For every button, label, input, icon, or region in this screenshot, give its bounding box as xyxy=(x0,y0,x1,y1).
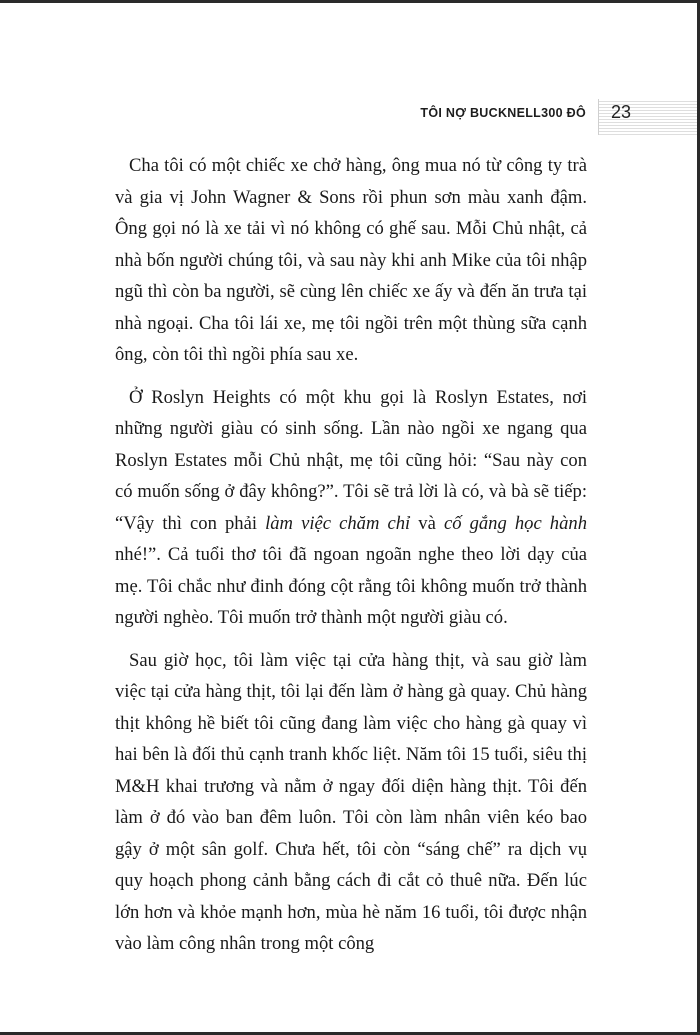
paragraph-2-part-a: Ở Roslyn Heights có một khu gọi là Roslyn Estates, nơi những người giàu có sinh sống. Lần nào ngồi xe ngang qua Roslyn Estates mỗi Chủ nhật, mẹ tôi cũng hỏi: “Sau này con có muốn sống ở đây không?”. Tôi sẽ trả lời là có, và bà sẽ tiếp: “Vậy thì con phải xyxy=(115,386,587,534)
page-header xyxy=(380,99,696,135)
paragraph-3: Sau giờ học, tôi làm việc tại cửa hàng thịt, và sau giờ làm việc tại cửa hàng thịt, tôi lại đến làm ở hàng gà quay. Chủ hàng thịt không hề biết tôi cũng đang làm việc cho hàng gà quay vì hai bên là đối thủ cạnh tranh khốc liệt. Năm tôi 15 tuổi, siêu thị M&H khai trương và nằm ở ngay đối diện hàng thịt. Tôi đến làm ở đó vào ban đêm luôn. Tôi còn làm nhân viên kéo bao gậy ở một sân golf. Chưa hết, tôi còn “sáng chế” ra dịch vụ quy hoạch phong cảnh bằng cách đi cắt cỏ thuê nữa. Đến lúc lớn hơn và khỏe mạnh hơn, mùa hè năm 16 tuổi, tôi được nhận vào làm công nhân trong một công xyxy=(115,649,587,954)
body-text xyxy=(115,150,587,960)
page-top-edge xyxy=(0,0,700,3)
italic-phrase-work-hard: làm việc chăm chỉ xyxy=(265,512,411,534)
page-number: 23 xyxy=(611,102,632,122)
paragraph-1: Cha tôi có một chiếc xe chở hàng, ông mua nó từ công ty trà và gia vị John Wagner & Sons rồi phun sơn màu xanh đậm. Ông gọi nó là xe tải vì nó không có ghế sau. Mỗi Chủ nhật, cả nhà bốn người chúng tôi, và sau này khi anh Mike của tôi nhập ngũ thì còn ba người, sẽ cùng lên chiếc xe ấy và đến ăn trưa tại nhà ngoại. Cha tôi lái xe, mẹ tôi ngồi trên một thùng sữa cạnh ông, còn tôi thì ngồi phía sau xe. xyxy=(115,155,587,365)
italic-phrase-study-hard: cố gắng học hành xyxy=(443,512,587,534)
page-number-box xyxy=(598,99,697,135)
paragraph-2-part-e: nhé!”. Cả tuổi thơ tôi đã ngoan ngoãn nghe theo lời dạy của mẹ. Tôi chắc như đinh đóng cột rằng tôi không muốn trở thành người nghèo. Tôi muốn trở thành một người giàu có. xyxy=(115,544,587,628)
paragraph-2-part-c: và xyxy=(410,512,444,534)
paragraph-2 xyxy=(115,382,587,634)
running-title: TÔI NỢ BUCKNELL300 ĐÔ xyxy=(420,106,586,120)
